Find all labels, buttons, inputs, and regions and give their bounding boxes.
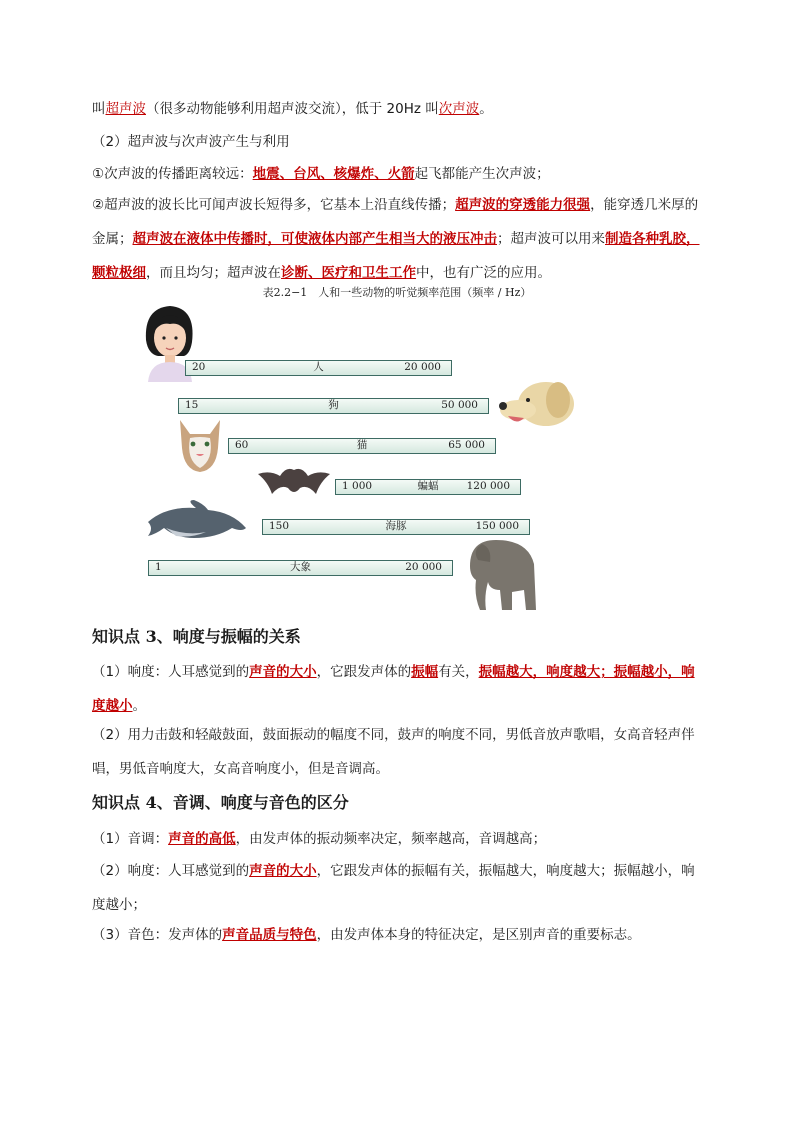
cat-illustration: [176, 418, 224, 474]
text: 中，也有广泛的应用。: [416, 265, 551, 281]
range-name-label: 猫: [356, 439, 368, 451]
highlight-liquid-pressure: 超声波在液体中传播时，可使液体内部产生相当大的液压冲击: [132, 231, 497, 247]
highlight-emulsion: 制造各种乳胶，颗粒极细: [92, 231, 700, 281]
text: 有关，: [438, 664, 479, 680]
text: ①次声波的传播距离较远：: [92, 166, 253, 182]
subheading-production-use: （2）超声波与次声波产生与利用: [92, 134, 290, 150]
highlight-amplitude: 振幅: [411, 664, 439, 680]
highlight-loudness: 声音的大小: [249, 863, 317, 879]
range-name-label: 狗: [328, 399, 339, 411]
highlight-pitch: 声音的高低: [168, 831, 236, 847]
paragraph-infrasound: [92, 157, 707, 191]
range-high-label: 20 000: [405, 561, 442, 573]
text: （很多动物能够利用超声波交流），低于 20Hz 叫: [146, 101, 439, 117]
term-ultrasound: 超声波: [105, 101, 146, 117]
range-name-label: 海豚: [385, 520, 407, 532]
range-low-label: 20: [192, 361, 206, 373]
range-name-label: 蝙蝠: [417, 480, 439, 492]
paragraph-ultrasound-properties: [92, 188, 707, 290]
figure-caption: 表2.2−1 人和一些动物的听觉频率范围（频率 / Hz）: [262, 286, 532, 299]
range-low-label: 15: [185, 399, 199, 411]
section4-item2: [92, 854, 707, 922]
text: ，它跟发声体的: [316, 664, 412, 680]
term-infrasound: 次声波: [438, 101, 480, 117]
range-name-label: 人: [313, 361, 324, 373]
highlight-timbre: 声音品质与特色: [222, 927, 317, 943]
dolphin-illustration: [146, 498, 248, 546]
range-high-label: 65 000: [448, 439, 485, 451]
range-low-label: 60: [235, 439, 249, 451]
section4-item3: [92, 918, 707, 952]
bat-illustration: [256, 462, 332, 498]
range-high-label: 20 000: [404, 361, 441, 373]
text: ，由发声体的振动频率决定，频率越高，音调越高；: [235, 831, 547, 847]
highlight-amplitude-rule: 振幅越大，响度越大；振幅越小，响度越小: [92, 664, 695, 714]
section4-title: 知识点 4、音调、响度与音色的区分: [92, 793, 349, 812]
range-high-label: 150 000: [475, 520, 519, 532]
elephant-illustration: [466, 536, 540, 612]
highlight-sources: 地震、台风、核爆炸、火箭: [252, 166, 415, 182]
text: ，它跟发声体的振幅有关，振幅越大，响度越大；振幅越小，响度越小；: [92, 863, 695, 913]
text: （2）响度：人耳感觉到的: [92, 863, 250, 879]
range-low-label: 150: [269, 520, 290, 532]
text: （3）音色：发声体的: [92, 927, 223, 943]
range-bar: [148, 560, 453, 576]
range-high-label: 120 000: [466, 480, 510, 492]
section3-title: 知识点 3、响度与振幅的关系: [92, 627, 301, 646]
text: 。: [479, 101, 493, 117]
section3-item1: [92, 655, 707, 723]
section3-item2: （2）用力击鼓和轻敲鼓面，鼓面振动的幅度不同，鼓声的响度不同，男低音放声歌唱，女高音轻声伴唱，男低音响度大，女高音响度小，但是音调高。: [92, 727, 695, 777]
range-bar: [228, 438, 496, 454]
text: ，由发声体本身的特征决定，是区别声音的重要标志。: [316, 927, 641, 943]
text: ；超声波可以用来: [497, 231, 605, 247]
highlight-penetration: 超声波的穿透能力很强: [455, 197, 591, 213]
range-high-label: 50 000: [441, 399, 478, 411]
text: ②超声波的波长比可闻声波长短得多，它基本上沿直线传播；: [92, 197, 456, 213]
text: 。: [132, 698, 146, 714]
highlight-medical: 诊断、医疗和卫生工作: [281, 265, 416, 281]
range-bar: [185, 360, 452, 376]
paragraph-ultrasound-definition: [92, 92, 707, 126]
dog-illustration: [498, 376, 578, 434]
text: （1）音调：: [92, 831, 169, 847]
text: ，而且均匀；超声波在: [146, 265, 281, 281]
text: 起飞都能产生次声波；: [414, 166, 550, 182]
range-name-label: 大象: [290, 561, 311, 573]
text: 叫: [92, 101, 106, 117]
range-bar: [178, 398, 489, 414]
highlight-loudness: 声音的大小: [249, 664, 317, 680]
range-bar: [335, 479, 521, 495]
range-low-label: 1 000: [342, 480, 373, 492]
range-bar: [262, 519, 530, 535]
range-low-label: 1: [155, 561, 162, 573]
text: ，能穿透几米厚的金属；: [92, 197, 699, 247]
text: （1）响度：人耳感觉到的: [92, 664, 250, 680]
hearing-range-figure: [140, 302, 600, 612]
section4-item1: [92, 822, 707, 856]
